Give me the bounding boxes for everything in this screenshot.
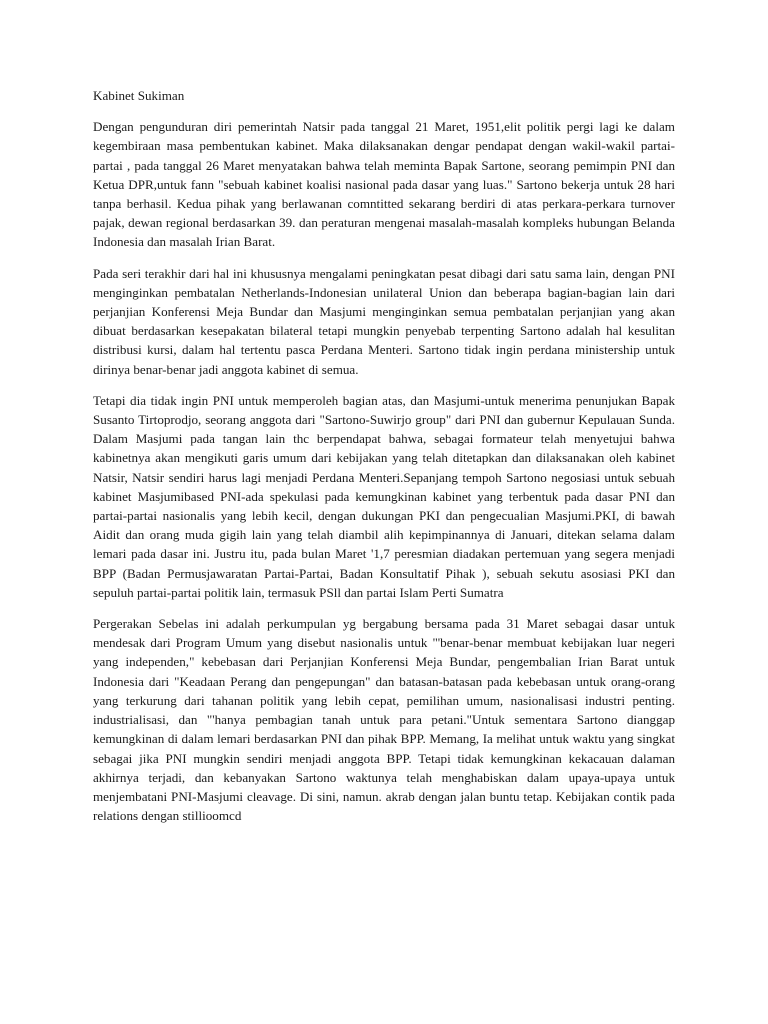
paragraph-1: Dengan pengunduran diri pemerintah Natsir pada tanggal 21 Maret, 1951,elit politik pergi lagi ke dalam kegembiraan masa pembentukan kabinet. Maka dilaksanakan dengar pendapat dengan wakil-wakil partai-partai , pada tanggal 26 Maret menyatakan bahwa telah meminta Bapak Sartone, seorang pemimpin PNI dan Ketua DPR,untuk fann "sebuah kabinet koalisi nasional pada dasar yang luas." Sartono bekerja untuk 28 hari tanpa berhasil. Kedua pihak yang berlawanan comntitted sekarang berdiri di atas perkara-perkara turnover pajak, dewan regional berdasarkan 39. dan peraturan mengenai masalah-masalah kompleks hubungan Belanda Indonesia dan masalah Irian Barat. xyxy=(93,119,675,250)
paragraph-2: Pada seri terakhir dari hal ini khususnya mengalami peningkatan pesat dibagi dari satu sama lain, dengan PNI menginginkan pembatalan Netherlands-Indonesian unilateral Union dan beberapa bagian-bagian lain dari perjanjian Konferensi Meja Bundar dan Masjumi menginginkan semua pembatalan perjanjian yang akan dibuat berdasarkan kesepakatan bilateral tetapi mungkin penyebab terpenting Sartono adalah hal kesulitan distribusi kursi, dalam hal tertentu pasca Perdana Menteri. Sartono tidak ingin perdana ministership untuk dirinya benar-benar jadi anggota kabinet di semua. xyxy=(93,265,675,377)
paragraph-4: Pergerakan Sebelas ini adalah perkumpulan yg bergabung bersama pada 31 Maret sebagai dasar untuk mendesak dari Program Umum yang disebut nasionalis untuk "'benar-benar membuat kebijakan luar negeri yang independen," kebebasan dari Perjanjian Konferensi Meja Bundar, pengembalian Irian Barat untuk Indonesia dari "Keadaan Perang dan pengepungan" dan batasan-batasan pada kebebasan untuk orang-orang yang terkurung dari tahanan politik yang lebih cepat, pemilihan umum, nasionalisasi industri penting. industrialisasi, dan "'hanya pembagian tanah untuk para petani."Untuk sementara Sartono dianggap kemungkinan di dalam lemari berdasarkan PNI dan pihak BPP. Memang, Ia melihat untuk waktu yang singkat sebagai jika PNI mungkin sendiri menjadi anggota BPP. Tetapi tidak kemungkinan kekacauan dalaman akhirnya terjadi, dan kebanyakan Sartono waktunya telah menghabiskan dalam upaya-upaya untuk menjembatani PNI-Masjumi cleavage. Di sini, namun. akrab dengan jalan buntu tetap. Kebijakan contik pada relations dengan stillioomcd xyxy=(93,616,675,824)
paragraph-3: Tetapi dia tidak ingin PNI untuk memperoleh bagian atas, dan Masjumi-untuk menerima penunjukan Bapak Susanto Tirtoprodjo, seorang anggota dari "Sartono-Suwirjo group" dari PNI dan gubernur Kepulauan Sunda. Dalam Masjumi pada tangan lain thc berpendapat bahwa, sebagai formateur telah menyetujui bahwa kabinetnya akan mengikuti garis umum dari kebijakan yang telah ditetapkan dan dilaksanakan oleh kabinet Natsir, Natsir sendiri harus lagi menjadi Perdana Menteri.Sepanjang tempoh Sartono negosiasi untuk sebuah kabinet Masjumibased PNI-ada spekulasi pada kemungkinan kabinet yang terbentuk pada dasar PNI dan partai-partai nasionalis yang lebih kecil, dengan dukungan PKI dan pengecualian Masjumi.PKI, di bawah Aidit dan orang muda gigih lain yang telah diambil alih kepimpinannya di Januari, ditekan selama dalam lemari pada dasar ini. Justru itu, pada bulan Maret '1,7 peresmian diadakan pertemuan yang segera menjadi BPP (Badan Permusjawaratan Partai-Partai, Badan Konsultatif Pihak ), sebuah sekutu asosiasi PKI dan sepuluh partai-partai politik lain, termasuk PSll dan partai Islam Perti Sumatra xyxy=(93,392,675,600)
document-page xyxy=(93,86,675,837)
document-title: Kabinet Sukiman xyxy=(93,88,185,103)
